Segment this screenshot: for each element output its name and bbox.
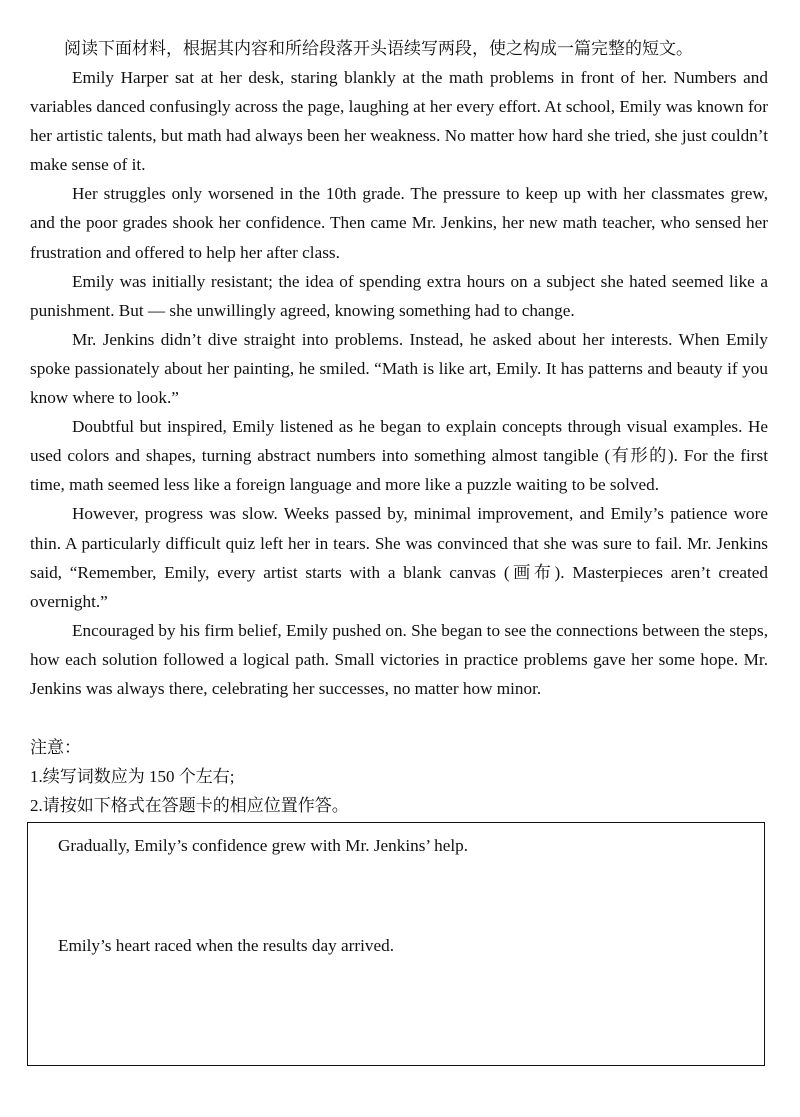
task-instruction: 阅读下面材料，根据其内容和所给段落开头语续写两段，使之构成一篇完整的短文。 — [64, 39, 693, 58]
answer-box[interactable] — [27, 822, 765, 1066]
notes-section — [30, 733, 770, 820]
paragraph-starter-2: Emily’s heart raced when the results day arrived. — [58, 936, 394, 955]
notes-item-1: 1.续写词数应为 150 个左右; — [30, 767, 235, 786]
story-paragraph-4: Mr. Jenkins didn’t dive straight into problems. Instead, he asked about her interests. When Emily spoke passionately about her painting, he smiled. “Math is like art, Emily. It has patterns and beauty if you know where to look.” — [30, 329, 768, 408]
paragraph-starter-1: Gradually, Emily’s confidence grew with Mr. Jenkins’ help. — [58, 836, 469, 855]
notes-heading: 注意： — [30, 738, 81, 757]
story-paragraph-3: Emily was initially resistant; the idea of spending extra hours on a subject she hated seemed like a punishment. But — she unwillingly agreed, knowing something had to change. — [30, 271, 768, 320]
story-paragraph-7: Encouraged by his firm belief, Emily pushed on. She began to see the connections between the steps, how each solution followed a logical path. Small victories in practice problems gave her some hope. Mr. Jenkins was always there, celebrating her successes, no matter how minor. — [30, 620, 768, 698]
notes-item-2: 2.请按如下格式在答题卡的相应位置作答。 — [30, 796, 349, 815]
story-paragraph-1: Emily Harper sat at her desk, staring blankly at the math problems in front of her. Numbers and variables danced confusingly across the page, laughing at her every effort. At school, Emily was known for her artistic talents, but math had always been her weakness. No matter how hard she tried, she just couldn’t make sense of it. — [30, 68, 768, 175]
story-paragraph-6: However, progress was slow. Weeks passed by, minimal improvement, and Emily’s patience wore thin. A particularly difficult quiz left her in tears. She was convinced that she was sure to fail. Mr. Jenkins said, “Remember, Emily, every artist starts with a blank canvas (画布). Masterpieces aren’t created overnight.” — [30, 504, 768, 611]
story-paragraph-2: Her struggles only worsened in the 10th grade. The pressure to keep up with her classmates grew, and the poor grades shook her confidence. Then came Mr. Jenkins, her new math teacher, who sensed her frustration and offered to help her after class. — [30, 184, 768, 262]
story-passage — [30, 63, 768, 703]
story-paragraph-5: Doubtful but inspired, Emily listened as he began to explain concepts through visual examples. He used colors and shapes, turning abstract numbers into something almost tangible (有形的). For the first time, math seemed less like a foreign language and more like a puzzle waiting to be solved. — [30, 417, 768, 495]
